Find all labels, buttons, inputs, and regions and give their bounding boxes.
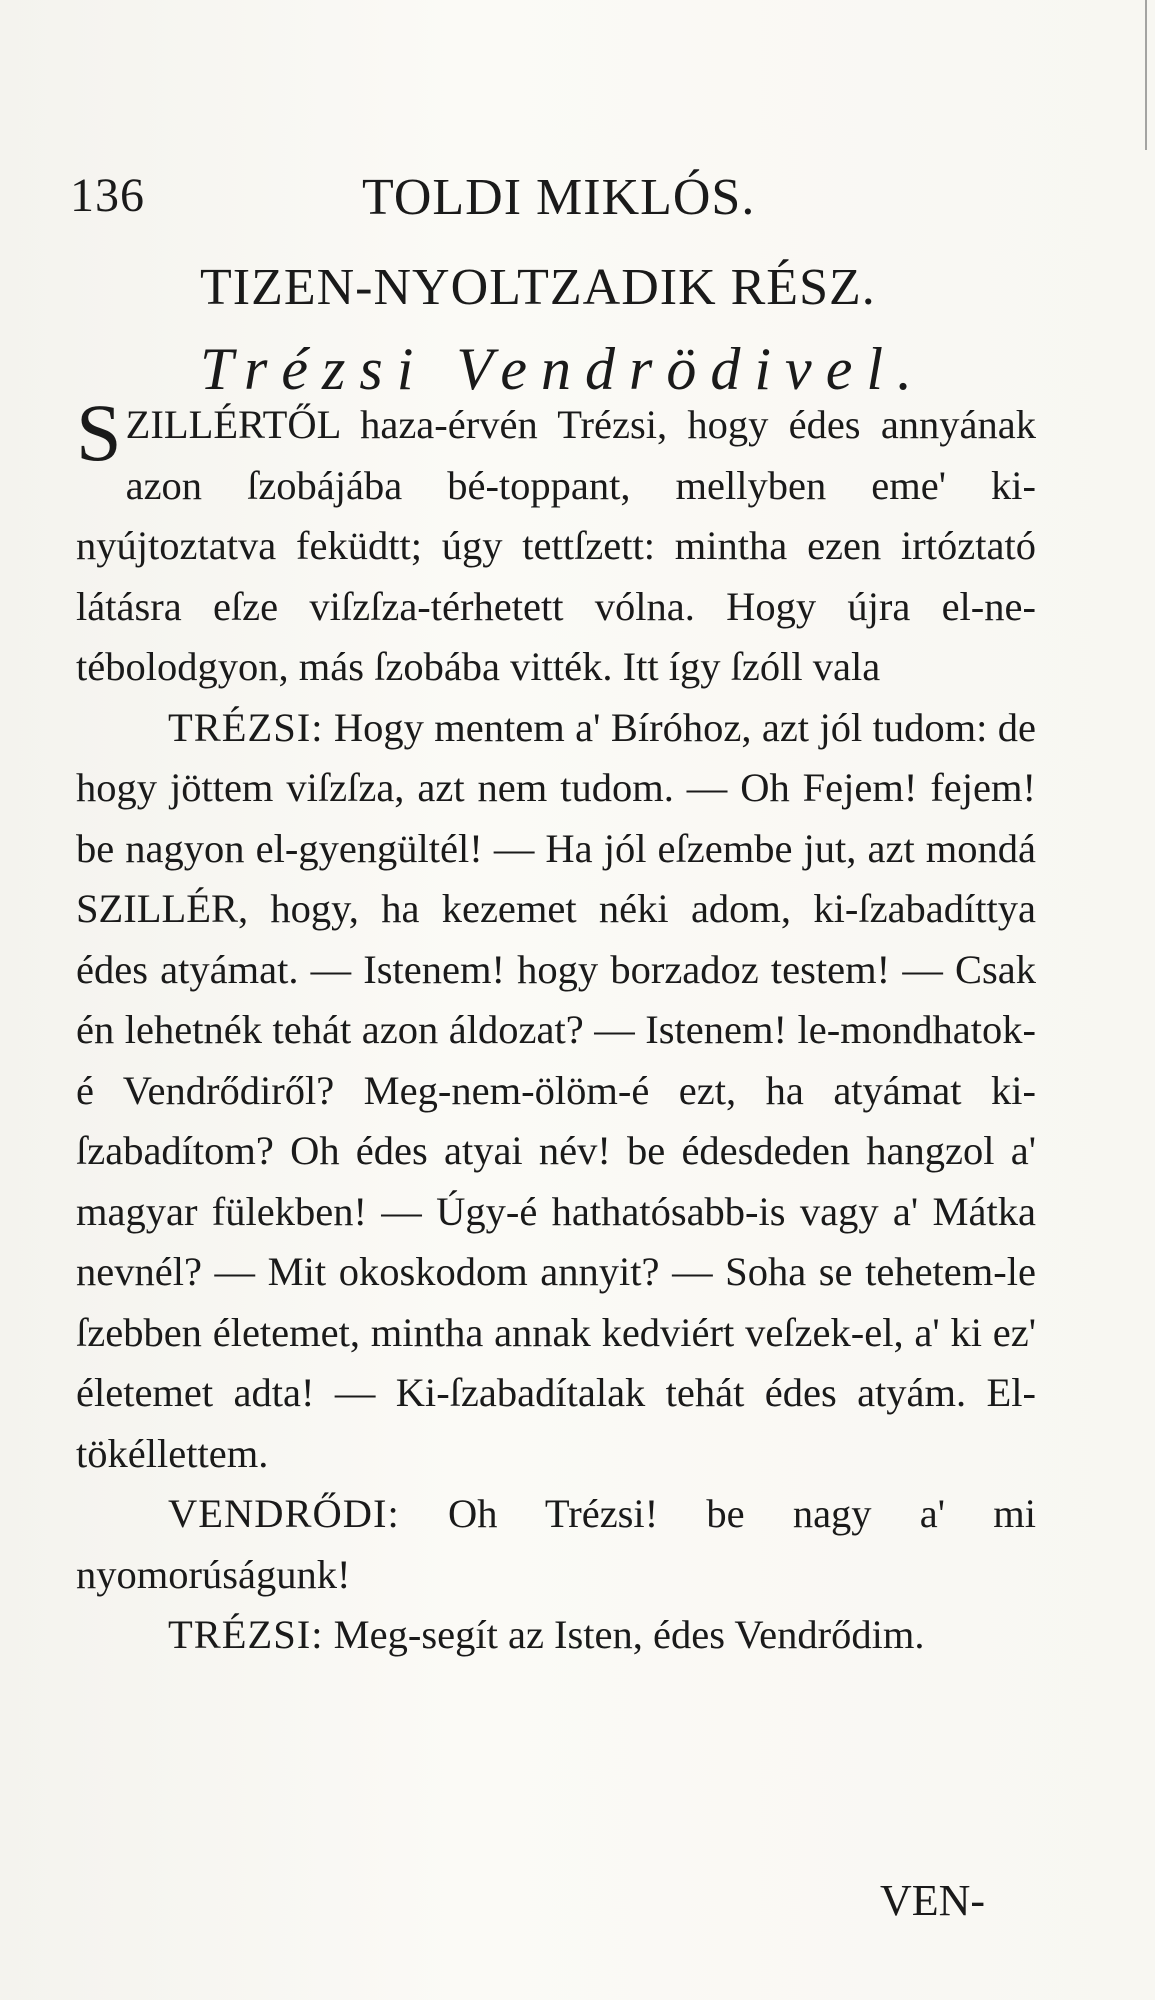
- body-text: [76, 387, 1036, 1666]
- dialogue-line: [76, 1605, 1036, 1666]
- running-title: TOLDI MIKLÓS.: [362, 169, 756, 226]
- speaker-name: VENDRŐDI:: [168, 1491, 400, 1536]
- scan-edge-mark: [1145, 0, 1147, 150]
- paragraph-text: ZILLÉRTŐL haza-érvén Trézsi, hogy édes annyának azon ſzobájába bé-toppant, mellyben eme' ki-nyújtoztatva feküdtt; úgy tettſzett: mintha ezen irtóztató látásra eſze viſzſza-térhetett vólna. Hogy újra el-ne-tébolodgyon, más ſzobába vitték. Itt így ſzóll vala: [76, 402, 1036, 689]
- dialogue-text: Oh Trézsi! be nagy a' mi nyomorúságunk!: [76, 1491, 1036, 1597]
- chapter-subtitle: Trézsi Vendrödivel.: [200, 336, 926, 402]
- chapter-title: TIZEN-NYOLTZADIK RÉSZ.: [200, 259, 876, 316]
- speaker-name: TRÉZSI:: [168, 704, 324, 750]
- speaker-name: TRÉZSI:: [168, 1612, 324, 1657]
- page-number: 136: [70, 169, 145, 222]
- dialogue-text: Meg-segít az Isten, édes Vendrődim.: [323, 1612, 925, 1657]
- dialogue-line: [76, 698, 1036, 1485]
- drop-cap: S: [76, 387, 122, 478]
- running-head: [70, 168, 1070, 238]
- dialogue-text: Hogy mentem a' Bíróhoz, azt jól tudom: de hogy jöttem viſzſza, azt nem tudom. — Oh Fejem! fejem! be nagyon el-gyengültél! — Ha jól eſzembe jut, azt mondá SZILLÉR, hogy, ha kezemet néki adom, ki-ſzabadíttya édes atyámat. — Istenem! hogy borzadoz testem! — Csak én lehetnék tehát azon áldozat? — Istenem! le-mondhatok-é Vendrődiről? Meg-nem-ölöm-é ezt, ha atyámat ki-ſzabadítom? Oh édes atyai név! be édesdeden hangzol a' magyar fülekben! — Úgy-é hathatósabb-is vagy a' Mátka nevnél? — Mit okoskodom annyit? — Soha se tehetem-le ſzebben életemet, mintha annak kedviért veſzek-el, a' ki ez' életemet adta! — Ki-ſzabadítalak tehát édes atyám. El-tökéllettem.: [76, 704, 1036, 1476]
- dialogue-line: [76, 1484, 1036, 1605]
- opening-paragraph: [76, 387, 1036, 698]
- catchword: VEN-: [880, 1876, 986, 1925]
